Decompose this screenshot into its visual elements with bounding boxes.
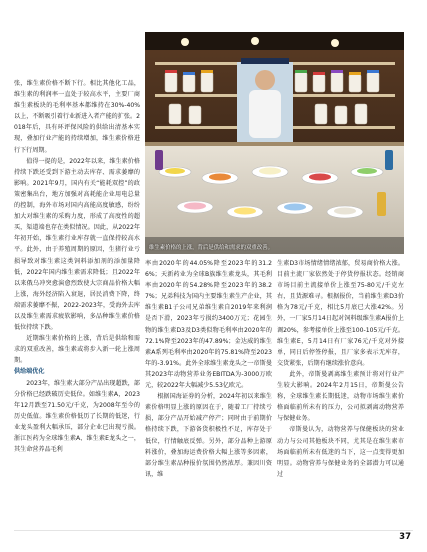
section-heading: 供给端优化: [14, 368, 45, 376]
paragraph: 近期维生素价格的上涨，背后是供给和需求的双重改善，维生素或将步入新一轮上涨周期。: [14, 335, 140, 365]
photo-vitamin-products-display: [145, 32, 404, 254]
paragraph: 生素D3市场情绪情绪浓郁，贸易商价格大涨。目前主流厂家依然处于停货停报状态。经销商市场目前主流接单价上涨至75-80元/千克左右，且货源难寻。根据报价，当前维生素D3价格为78元/千克，相比5月底已大涨42%。另外，一厂家5月14日起对饲料级维生素A报价上调20%，参考接单价上涨至100-105元/千克。维生素E，5月14日有厂家76元/千克对外接单，同日后停签停报，且厂家多表示无库存，交货紧张，后期有继续涨价意向。: [277, 260, 404, 367]
text-column-right: [277, 258, 404, 480]
photo-illustration: [145, 32, 404, 254]
paragraph: 根据国海证券的分析，2024年初以来维生素价格明显上涨的原因在于，随着工厂持续亏损，部分产品开始减产停产；同时由于前期价格持续下跌，下游备货积极性不足，库存处于低位，行情触底反弹。另外，部分品种上游原料涨价，叠加海运费价格大幅上涨等多因素，部分维生素品种报价氛围仍然浓厚。兼因川资讯，维: [145, 393, 272, 478]
paragraph: 值得一提的是，2022年以来，维生素价格持续下跌还受到下游主动去库存、需求萎靡的影响。2021年9月，国内有关“能耗双控”的政策密集出台，地方加强对高耗能企业用电总量的控制，海外市场对国内高能高度敏感，纷纷加大对维生素的采购力度，形成了高度性的超买，渠道端也存在类似情况。因此，从2022年年初开始，维生素行业库存就一直保持较高水平。此外，由于养殖周期的原因，生猪行业亏损导致对维生素这类饲料添加剂的添加量降低，2022年国内维生素需求降低；且2022年以来俄乌冲突愈演愈烈致使大宗商品价格大幅上涨，海外经济陷入衰退，居民消费下降，终端需求萎靡不振，2022-2023年，受海外去库以及维生素需求疲软影响，多品种维生素价格低位持续下跌。: [14, 157, 140, 332]
paragraph: 率由2020年的44.05%降至2023年的31.26%；天新药业为全球B族维生素龙头，其毛利率由2020年的54.28%降至2023年的38.27%；兄弟科技为国内主要维生素生产企业，其维生素B1子公司兄弟维生素自2019年来利润是否下滑，2023年亏损约3400万元；花园生物的维生素D3及D3类似物毛利率由2020年的72.1%降至2023年的47.89%；金达威的维生素A系列毛利率由2020年的75.81%降至2023年的-3.91%。此外全球维生素龙头之一帝斯曼其2023年动物营养业务EBITDA为-3000万欧元，较2022年大幅减少5.53亿欧元。: [145, 260, 272, 390]
paragraph: 帝斯曼认为，动物营养与保健板块的营业动力与公司其他板块不同，尤其是在维生素市场面临前所未有低迷的当下，这一点变得更加明显。动物营养与保健业务的全部潜力可以通过: [277, 426, 404, 478]
text-column-left: [14, 78, 140, 455]
paragraph: 此外，帝斯曼剥离维生素预计将对行业产生较大影响。2024年2月15日，帝斯曼公告称，全球维生素长期低迷，动物市场维生素价格面临前所未有的压力，公司拟剥离动物营养与保健业务。: [277, 370, 404, 423]
paragraph: 张，维生素价格不断下行。相比其他化工品，维生素的利润率一直处于较高水平，主要厂商维生素板块的毛利率基本都维持在30%-40%以上，不断吸引着行业新进入者产能的扩张。2018年后，具有环评保风险的供给出清基本实现，叠加行业产能的持续增加，维生素价格进行下行周期。: [14, 80, 140, 154]
paragraph: 2023年，维生素大部分产品出现超跌，部分价格已经跌破历史低位。如维生素A，2023年12月跌至71.50元/千克，为2008年至今的历史低值。维生素价格低历了长期的低迷，行业龙头盈利大幅承压，部分企业已出现亏损。浙江医药为全球维生素A、维生素E龙头之一，其生命营养品毛利: [14, 379, 140, 454]
photo-caption: 维生素价格的上涨，背后是供给和需求的双重改善。: [149, 245, 273, 251]
footer-divider: [14, 530, 413, 531]
text-column-middle: [145, 258, 272, 480]
page-number: 37: [399, 532, 411, 542]
